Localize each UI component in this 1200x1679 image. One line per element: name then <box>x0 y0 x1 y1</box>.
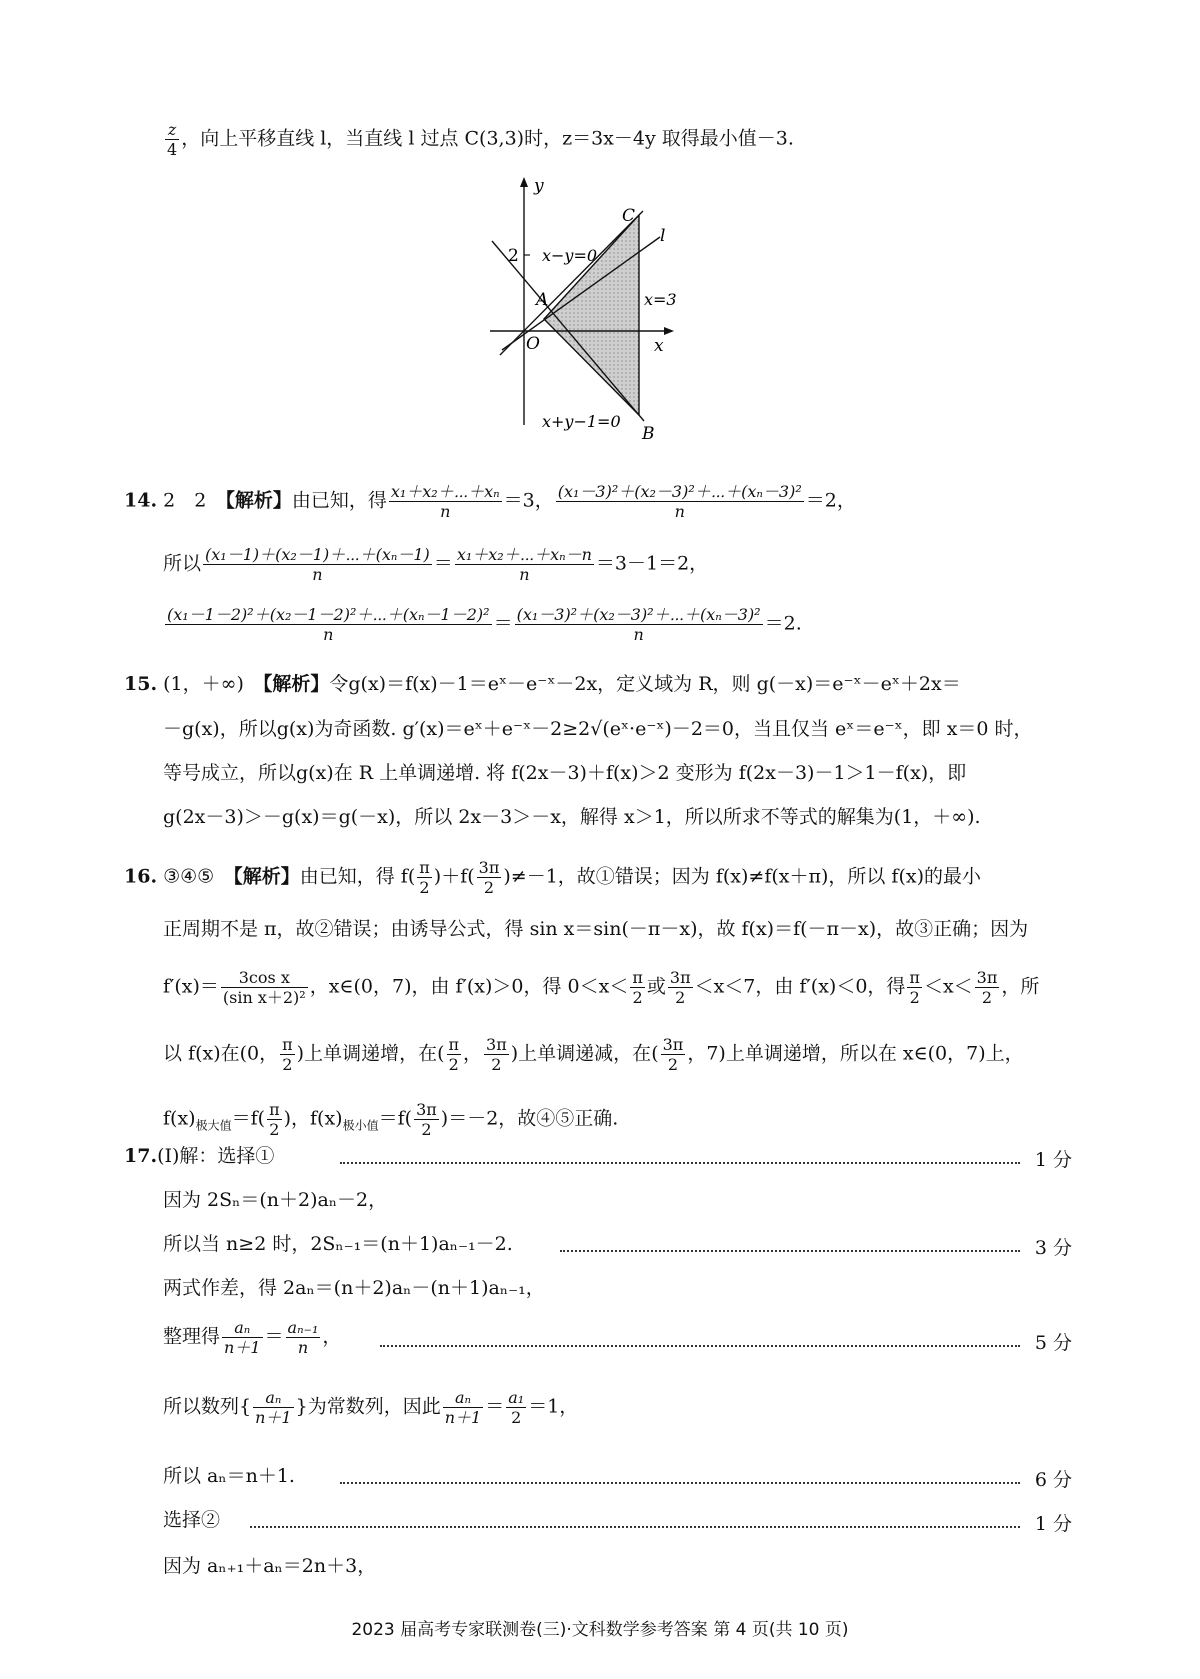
feasible-region <box>544 215 639 415</box>
q17-row-6: 所以数列{ $\frac{\text{aₙ}}{n+1}$ }为常数列，因此 $\frac{\text{aₙ}}{n+1}$ ＝ $\frac{\text{a₁}}{2}$ ＝1， <box>163 1388 579 1428</box>
leader-dots <box>250 1526 1020 1528</box>
q17-row-8: 选择② <box>163 1509 221 1531</box>
fraction-z-over-4: $\frac{z}{4}$ <box>167 120 178 160</box>
linear-programming-figure <box>480 175 740 455</box>
q16-line-5: $f(x)_{极大值}=f$( $\frac{\pi}{2}$ )，$f(x)_{极小值}=f$( $\frac{3\pi}{2}$ )＝－2，故④⑤正确. <box>163 1100 619 1140</box>
q15-line-2: －g(x)，所以g(x)为奇函数. g′(x)＝eˣ＋e⁻ˣ－2≥2√(eˣ·e⁻ˣ)－2＝0，当且仅当 eˣ＝e⁻ˣ，即 x＝0 时， <box>163 718 1033 740</box>
q17-row-2: 因为 2Sₙ＝(n＋2)aₙ－2， <box>163 1189 388 1211</box>
x-axis-arrow <box>664 327 674 335</box>
x-axis-label: x <box>654 336 664 356</box>
origin-label: O <box>526 334 540 354</box>
eq-x-plus-y-label: x+y−1=0 <box>542 412 621 431</box>
y-axis-arrow <box>520 177 528 187</box>
line-l-label: l <box>660 226 666 246</box>
q15-line-4: g(2x－3)＞－g(x)＝g(－x)，所以 2x－3＞－x，解得 x＞1，所以所求不等式的解集为(1，＋∞). <box>163 806 981 828</box>
leader-dots <box>340 1482 1020 1484</box>
leader-dots <box>560 1250 1020 1252</box>
eq-x-minus-y-label: x−y=0 <box>542 246 598 265</box>
q15-line-3: 等号成立，所以g(x)在 R 上单调递增. 将 f(2x－3)＋f(x)＞2 变形为 f(2x－3)－1＞1－f(x)，即 <box>163 762 967 784</box>
y-axis-label: y <box>534 176 544 196</box>
score-6: 6 分 <box>1034 1469 1072 1491</box>
score-1: 1 分 <box>1034 1149 1072 1171</box>
q17-row-4: 两式作差，得 2aₙ＝(n＋2)aₙ－(n＋1)aₙ₋₁， <box>163 1277 545 1299</box>
score-3: 3 分 <box>1034 1237 1072 1259</box>
leader-dots <box>380 1345 1020 1347</box>
q17-row-3: 所以当 n≥2 时，2Sₙ₋₁＝(n＋1)aₙ₋₁－2. <box>163 1233 513 1255</box>
eq-x-equals-3-label: x=3 <box>644 290 677 309</box>
point-C-label: C <box>622 206 636 226</box>
point-B-label: B <box>642 424 655 444</box>
q16-line-3: f′(x)＝ $\frac{\text{3cos x}}{\text{(sin x＋2)²}}$ ，x∈(0，7)，由 f′(x)＞0，得 0＜x＜ $\frac{\pi}{2}$ 或 $\frac{3\pi}{2}$ ＜x＜7，由 f′(x)＜0，得 $\frac{\pi}{2}$ ＜x＜ $\frac{3\pi}{2}$ ，所 <box>163 968 1040 1008</box>
q14-line-3: $\frac{\text{(x₁－1－2)²＋(x₂－1－2)²＋⋯＋(xₙ－1－2)²}}{n}$ ＝ $\frac{\text{(x₁－3)²＋(x₂－3)²＋⋯＋(xₙ－3)²}}{n}$ ＝2. <box>167 605 802 645</box>
q14-line-1: 14. 2 2 【解析】由已知，得 $\frac{\text{x₁＋x₂＋⋯＋xₙ}}{n}$ ＝3， $\frac{\text{(x₁－3)²＋(x₂－3)²＋⋯＋(xₙ－3)²}}{n}$ ＝2， <box>124 482 856 522</box>
point-A-label: A <box>536 290 549 310</box>
page-footer: 2023 届高考专家联测卷(三)·文科数学参考答案 第 4 页(共 10 页) <box>351 1620 849 1640</box>
q16-line-2: 正周期不是 π，故②错误；由诱导公式，得 sin x＝sin(－π－x)，故 f(x)＝f(－π－x)，故③正确；因为 <box>163 918 1029 940</box>
q17-row-9: 因为 aₙ₊₁＋aₙ＝2n＋3， <box>163 1555 377 1577</box>
intro-text: ，向上平移直线 l，当直线 l 过点 C(3,3)时，z＝3x－4y 取得最小值－3. <box>181 127 794 150</box>
score-1b: 1 分 <box>1034 1513 1072 1535</box>
q15-line-1: 15. (1，＋∞) 【解析】令g(x)＝f(x)－1＝eˣ－e⁻ˣ－2x，定义域为 R，则 g(－x)＝e⁻ˣ－eˣ＋2x＝ <box>124 673 961 695</box>
q16-line-4: 以 f(x)在(0， $\frac{\pi}{2}$ )上单调递增，在( $\frac{\pi}{2}$ ， $\frac{3\pi}{2}$ )上单调递减，在( $\frac{3\pi}{2}$ ，7)上单调递增，所以在 x∈(0，7)上， <box>163 1035 1024 1075</box>
intro-line <box>163 120 794 159</box>
q17-row-1: 17.(Ⅰ)解：选择① <box>124 1145 275 1167</box>
score-5: 5 分 <box>1034 1332 1072 1354</box>
leader-dots <box>340 1162 1020 1164</box>
q16-line-1: 16. ③④⑤ 【解析】由已知，得 f( $\frac{\pi}{2}$ )＋f( $\frac{3\pi}{2}$ )≠－1，故①错误；因为 f(x)≠f(x＋π)，所以 f(x)的最小 <box>124 858 981 898</box>
tick-2-label: 2 <box>508 246 519 266</box>
q17-row-7: 所以 aₙ＝n＋1. <box>163 1465 295 1487</box>
q17-row-5: 整理得 $\frac{\text{aₙ}}{n+1}$ ＝ $\frac{\text{aₙ₋₁}}{n}$ ， <box>163 1318 342 1358</box>
q14-line-2: 所以 $\frac{\text{(x₁－1)＋(x₂－1)＋⋯＋(xₙ－1)}}{n}$ ＝ $\frac{\text{x₁＋x₂＋⋯＋xₙ－n}}{n}$ ＝3－1＝2， <box>163 545 709 585</box>
